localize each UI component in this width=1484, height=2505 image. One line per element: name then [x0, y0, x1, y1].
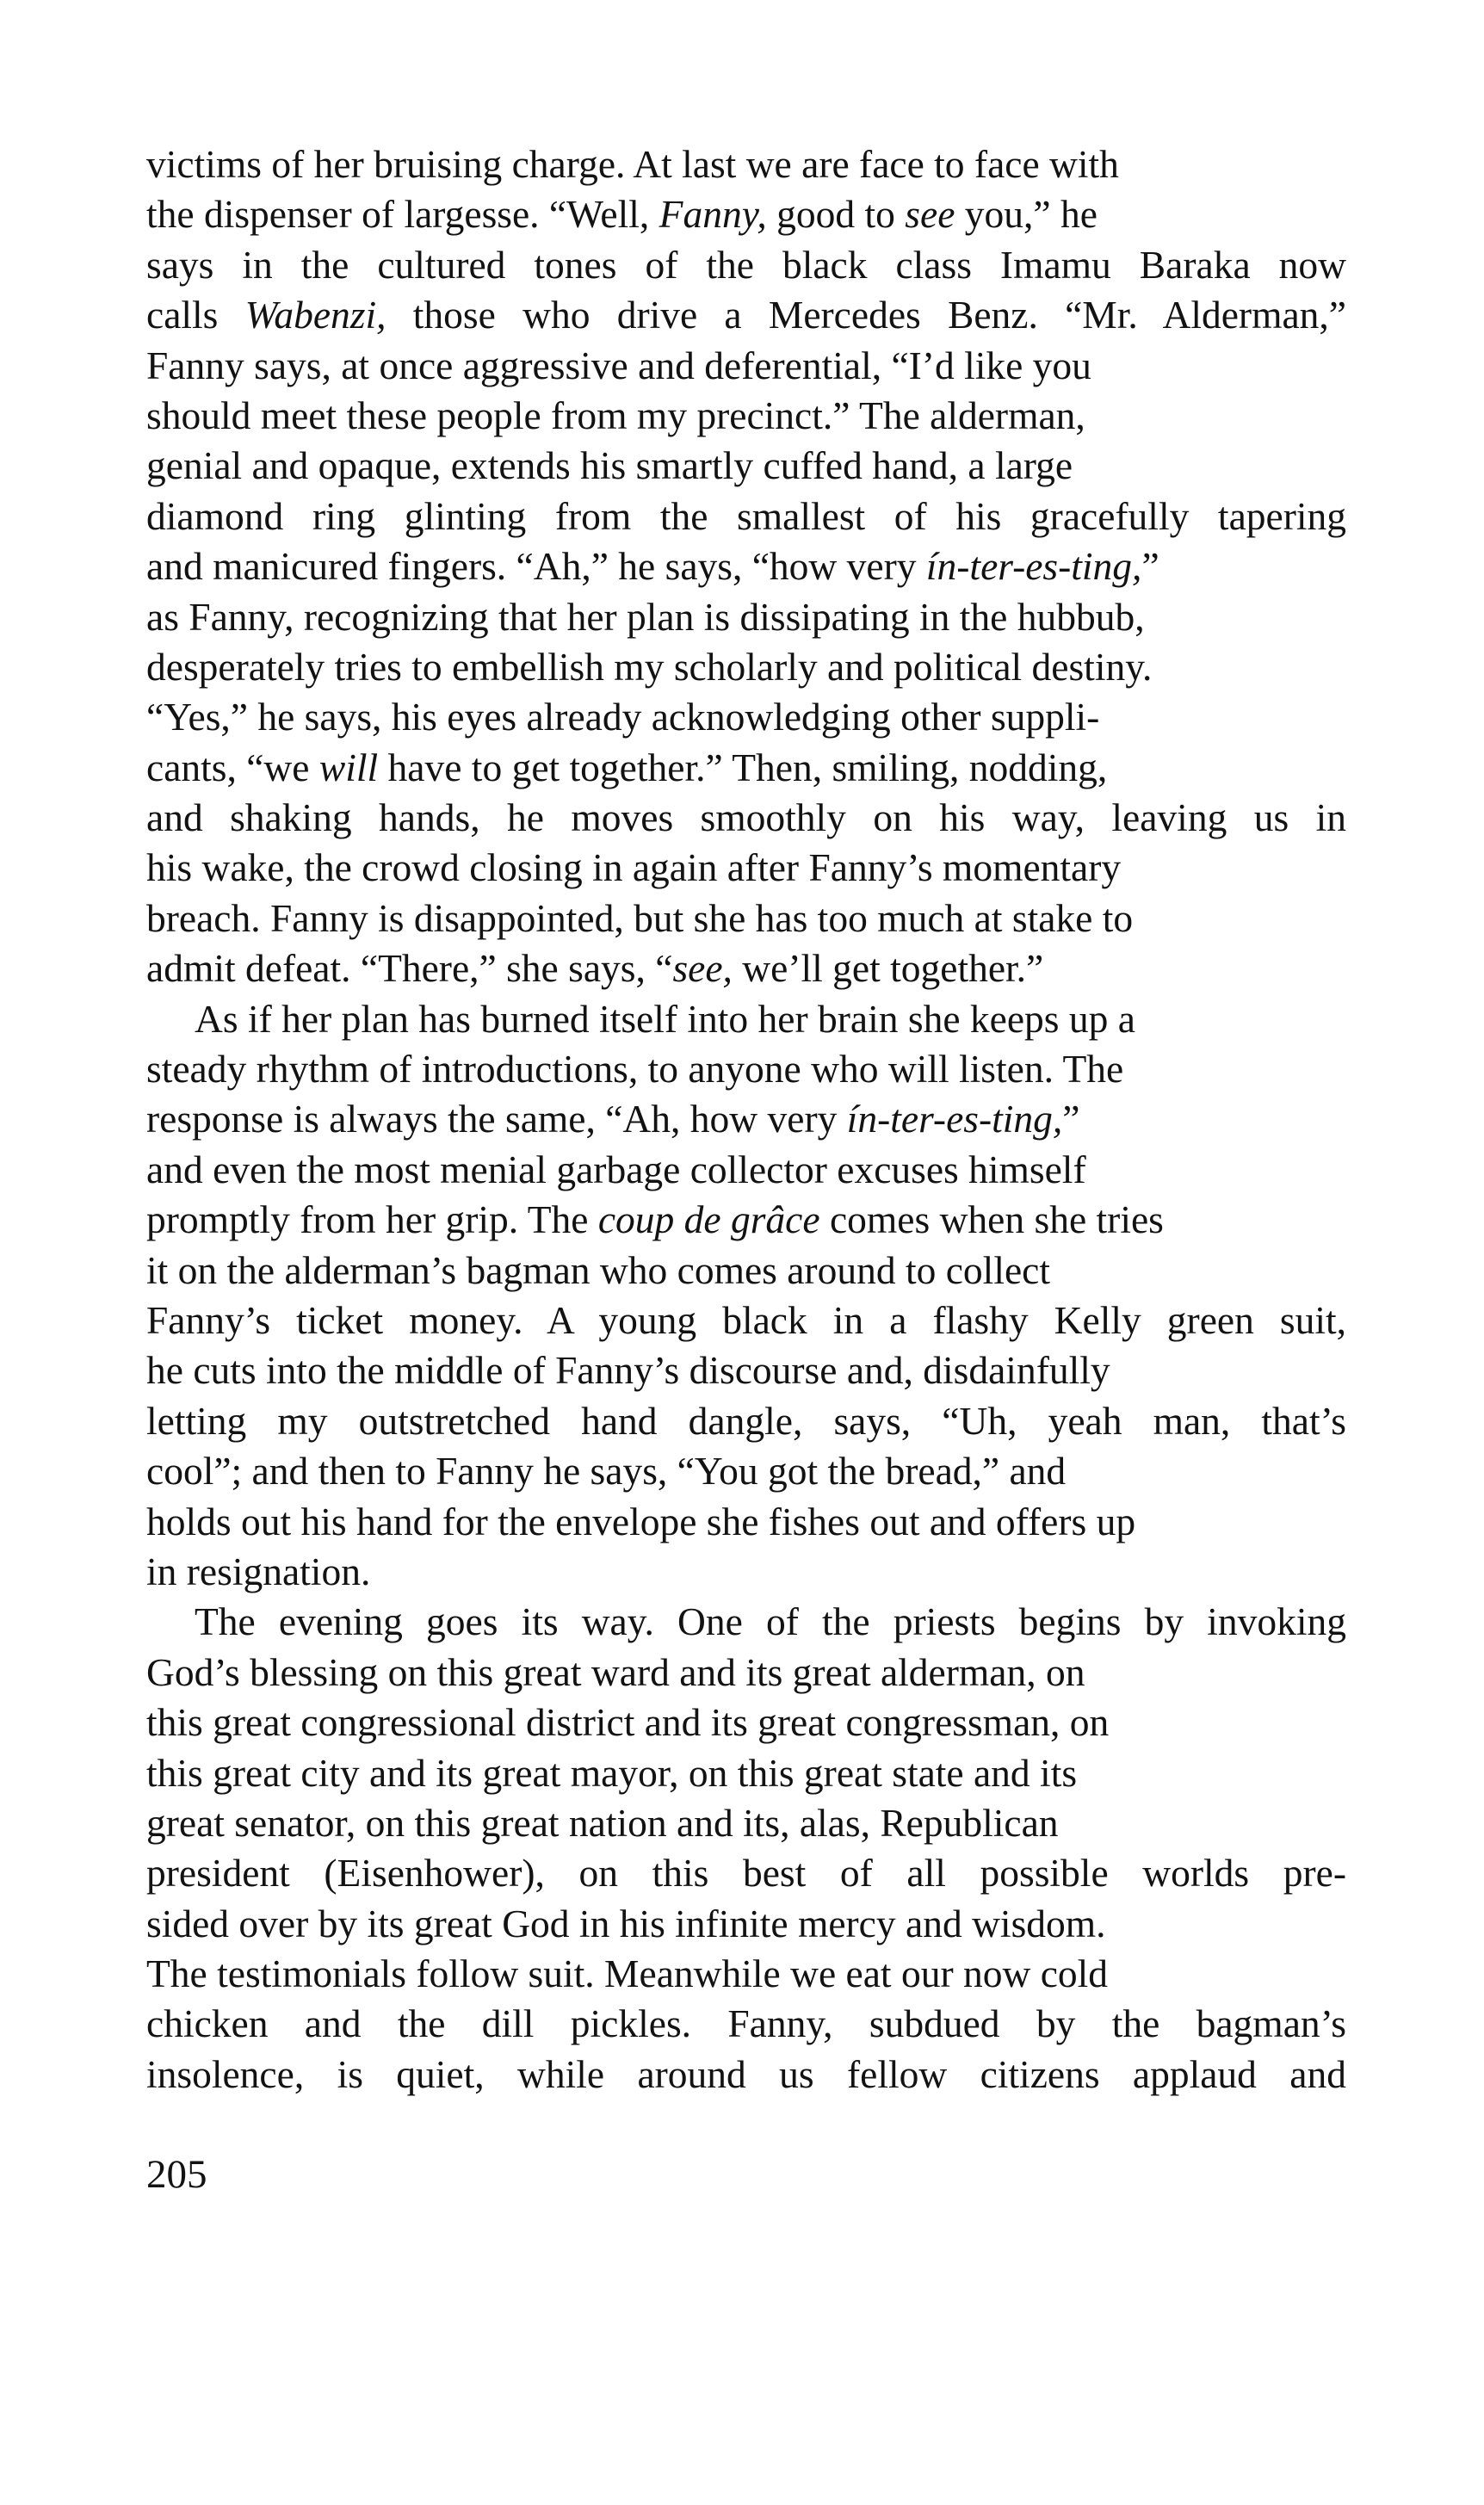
text-line: sided over by its great God in his infinite mercy and wisdom. — [146, 1901, 1106, 1945]
text-line: it on the alderman’s bagman who comes around to collect — [146, 1247, 1050, 1292]
text-line: great senator, on this great nation and its, alas, Republican — [146, 1800, 1059, 1845]
text-line: cants, “we will have to get together.” Then, smiling, nodding, — [146, 745, 1108, 789]
body-text — [146, 139, 1346, 2100]
text-line: his wake, the crowd closing in again after Fanny’s momentary — [146, 845, 1122, 890]
text-line: letting my outstretched hand dangle, says, “Uh, yeah man, that’s — [146, 1398, 1346, 1443]
text-line: response is always the same, “Ah, how very ín-ter-es-ting,” — [146, 1097, 1080, 1141]
text-line: diamond ring glinting from the smallest of his gracefully tapering — [146, 493, 1346, 538]
text-line: and shaking hands, he moves smoothly on his way, leaving us in — [146, 795, 1346, 840]
text-line: insolence, is quiet, while around us fellow citizens applaud and — [146, 2051, 1346, 2096]
text-line: he cuts into the middle of Fanny’s discourse and, disdainfully — [146, 1348, 1110, 1393]
text-line: the dispenser of largesse. “Well, Fanny, good to see you,” he — [146, 192, 1098, 237]
text-line: God’s blessing on this great ward and its great alderman, on — [146, 1649, 1085, 1694]
text-line: desperately tries to embellish my scholarly and political destiny. — [146, 644, 1153, 689]
text-line: “Yes,” he says, his eyes already acknowledging other suppli- — [146, 695, 1100, 739]
text-line: and even the most menial garbage collector excuses himself — [146, 1147, 1086, 1191]
text-line: genial and opaque, extends his smartly cuffed hand, a large — [146, 443, 1073, 488]
text-line: chicken and the dill pickles. Fanny, subdued by the bagman’s — [146, 2001, 1346, 2046]
text-line: The evening goes its way. One of the priests begins by invoking — [195, 1599, 1346, 1644]
text-line: cool”; and then to Fanny he says, “You got the bread,” and — [146, 1449, 1067, 1494]
text-line: steady rhythm of introductions, to anyone who will listen. The — [146, 1047, 1124, 1092]
text-line: this great congressional district and its great congressman, on — [146, 1700, 1110, 1745]
text-line: Fanny’s ticket money. A young black in a flashy Kelly green suit, — [146, 1297, 1346, 1342]
text-line: this great city and its great mayor, on this great state and its — [146, 1750, 1078, 1795]
page-number: 205 — [146, 2152, 207, 2197]
text-line: in resignation. — [146, 1549, 371, 1593]
text-line: breach. Fanny is disappointed, but she has too much at stake to — [146, 895, 1134, 940]
text-line: Fanny says, at once aggressive and deferential, “I’d like you — [146, 343, 1091, 387]
text-line: says in the cultured tones of the black class Imamu Baraka now — [146, 242, 1346, 287]
text-line: calls Wabenzi, those who drive a Mercedes Benz. “Mr. Alderman,” — [146, 293, 1346, 337]
text-line: president (Eisenhower), on this best of all possible worlds pre- — [146, 1851, 1346, 1896]
text-line: As if her plan has burned itself into her brain she keeps up a — [195, 996, 1135, 1041]
text-line: should meet these people from my precinct.” The alderman, — [146, 393, 1085, 437]
text-line: promptly from her grip. The coup de grâce comes when she tries — [146, 1197, 1164, 1242]
text-line: victims of her bruising charge. At last we are face to face with — [146, 142, 1119, 186]
text-line: and manicured fingers. “Ah,” he says, “how very ín-ter-es-ting,” — [146, 544, 1159, 589]
text-line: as Fanny, recognizing that her plan is dissipating in the hubbub, — [146, 594, 1145, 639]
text-line: admit defeat. “There,” she says, “see, we’ll get together.” — [146, 946, 1044, 991]
text-line: The testimonials follow suit. Meanwhile we eat our now cold — [146, 1951, 1109, 1996]
text-line: holds out his hand for the envelope she fishes out and offers up — [146, 1499, 1136, 1543]
